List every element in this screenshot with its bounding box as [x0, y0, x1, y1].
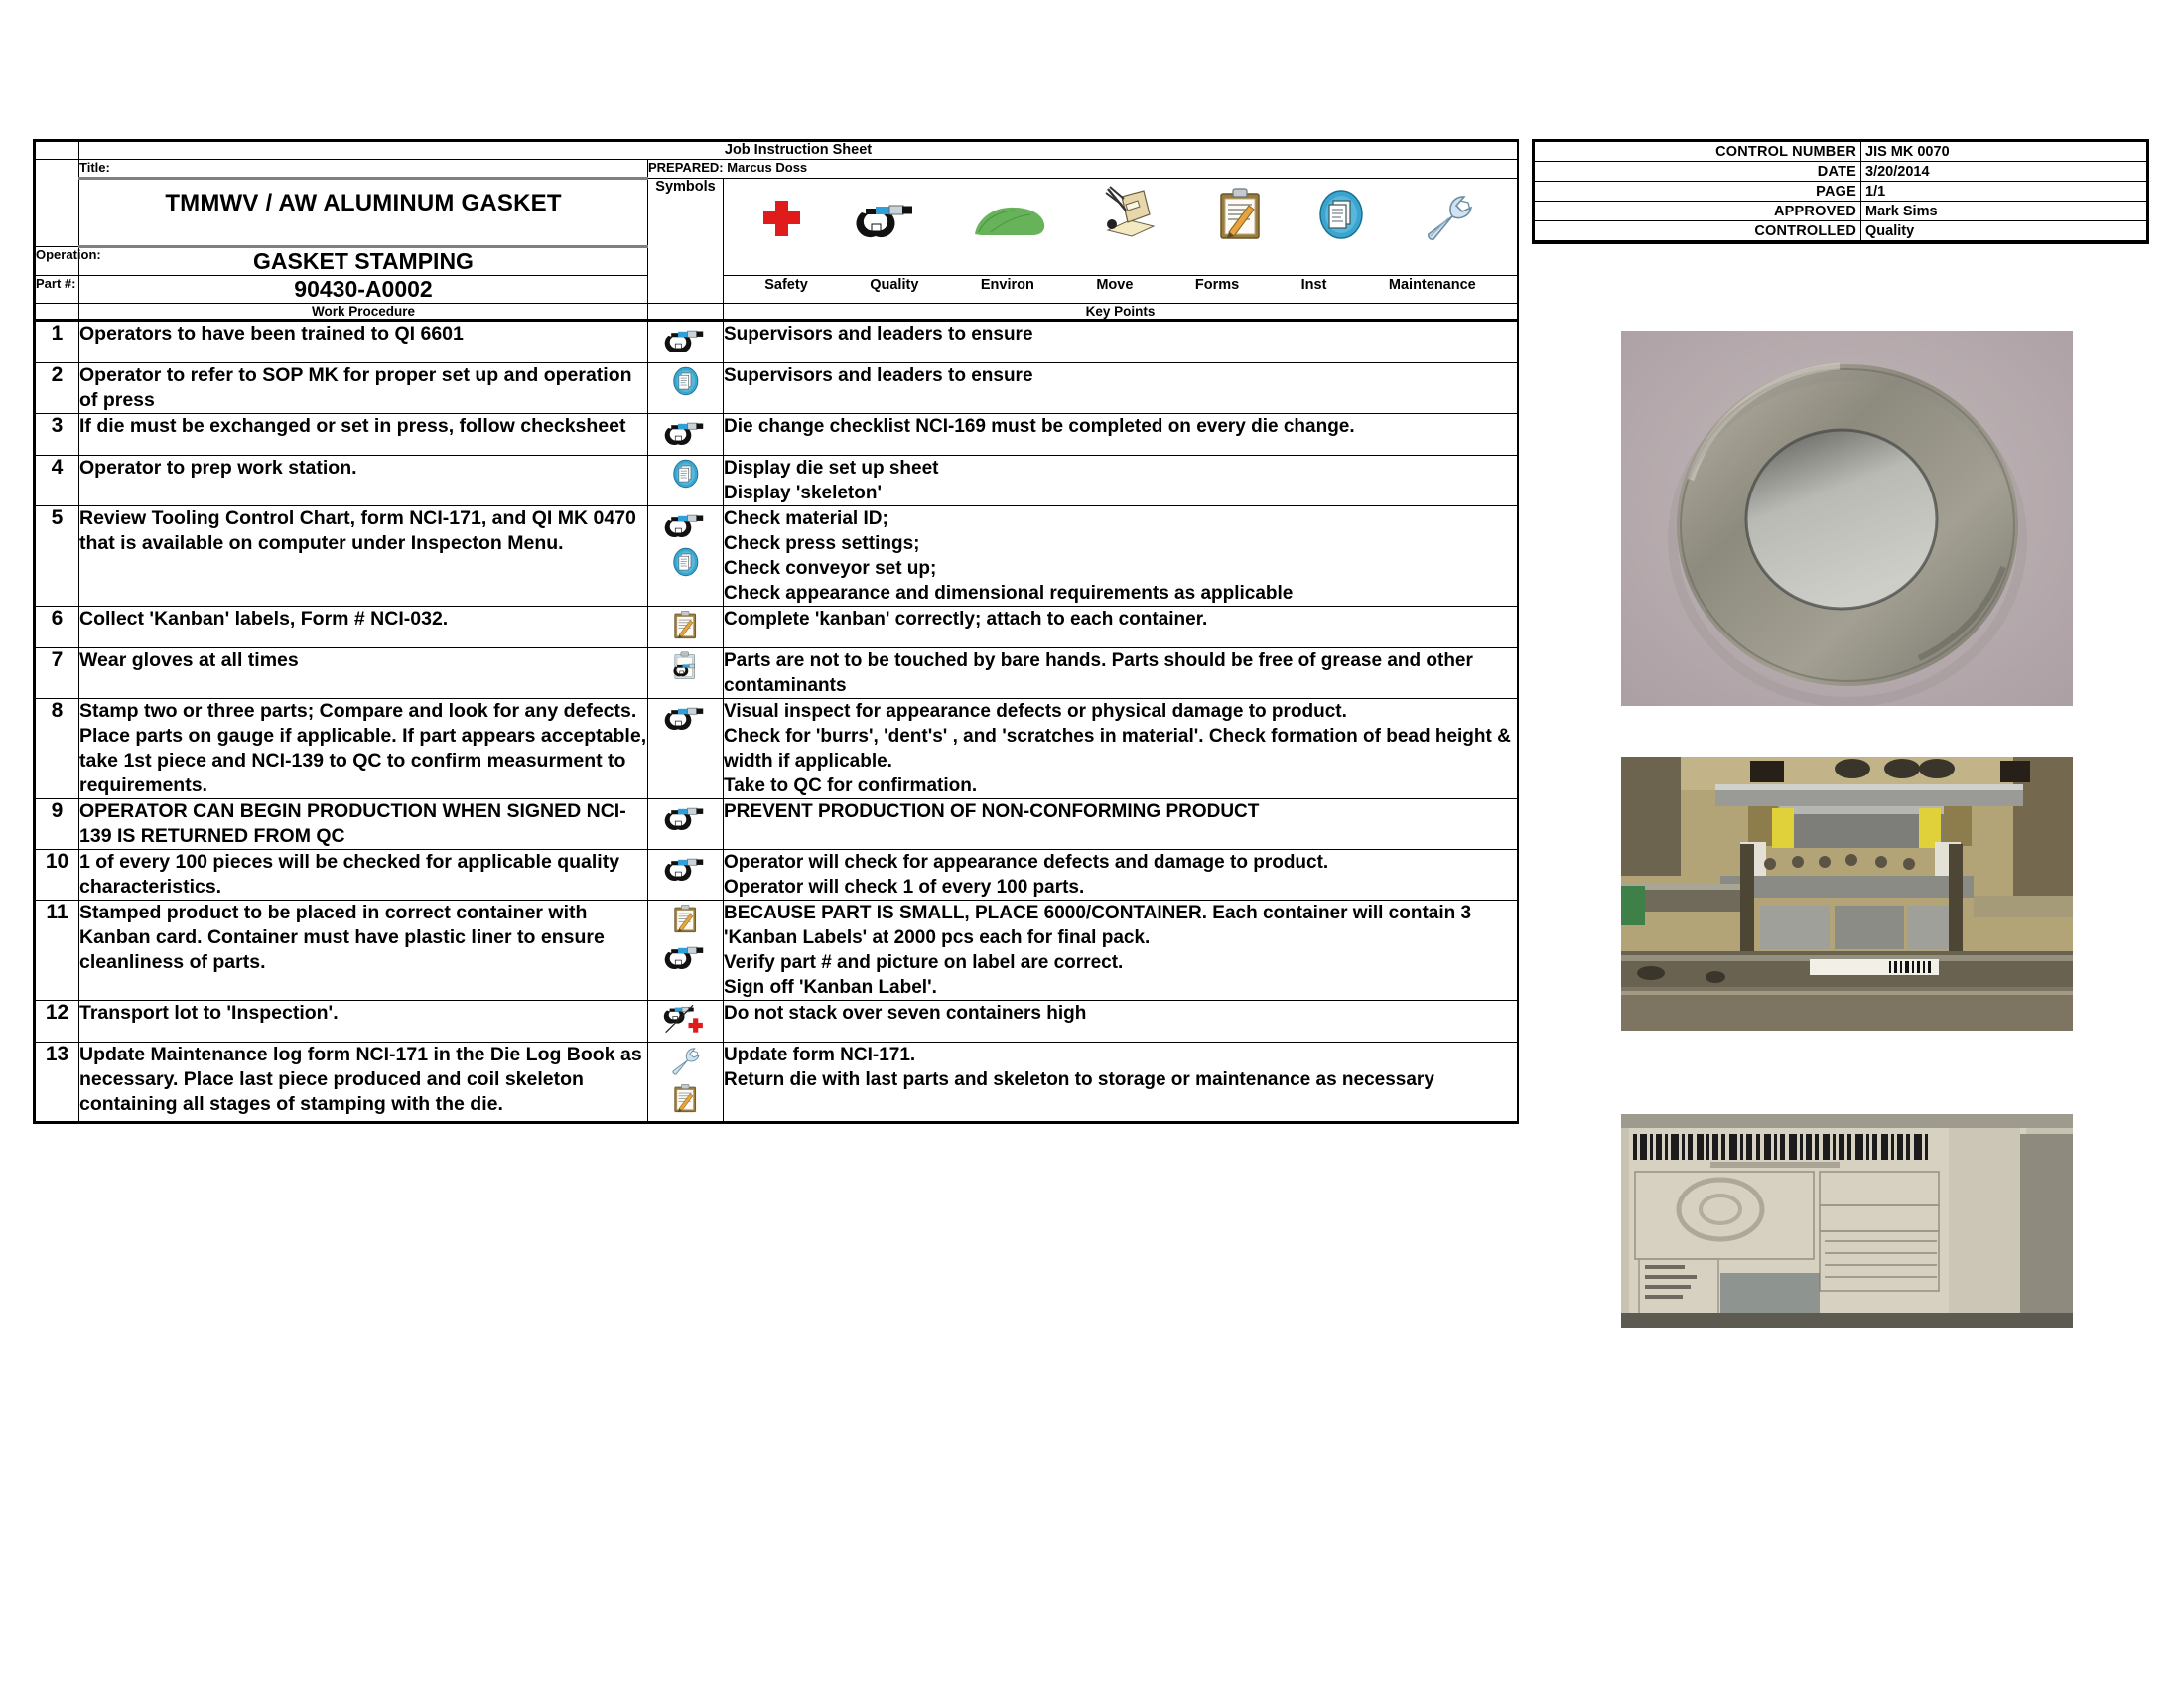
left-blank-cell [36, 160, 79, 247]
jis-table [35, 141, 1518, 1122]
step-symbols [648, 699, 724, 799]
control-info-value: JIS MK 0070 [1861, 142, 2147, 162]
key-point-line: Parts are not to be touched by bare hands. Parts should be free of grease and other contaminants [724, 650, 1473, 696]
clipboard-pencil-icon [648, 1083, 723, 1118]
micrometer-icon [648, 853, 723, 888]
control-info-value: 3/20/2014 [1861, 162, 2147, 182]
key-point-line: Check material ID; [724, 508, 888, 529]
step-number: 3 [36, 414, 79, 456]
micrometer-icon [648, 509, 723, 544]
step-number: 9 [36, 799, 79, 850]
blue-document-icon [648, 366, 723, 401]
micrometer-icon [648, 702, 723, 737]
symbol-cell-move [1102, 179, 1161, 240]
step-procedure: 1 of every 100 pieces will be checked for applicable quality characteristics. [79, 850, 648, 901]
step-symbols [648, 1043, 724, 1122]
key-point-line: Check appearance and dimensional requirements as applicable [724, 583, 1294, 604]
blue-document-icon [648, 547, 723, 582]
micrometer-icon [648, 802, 723, 837]
table-row [36, 456, 1518, 506]
spacer-cell [36, 142, 79, 160]
key-point-line: Die change checklist NCI-169 must be completed on every die change. [724, 416, 1355, 437]
photo-aluminum-gasket [1621, 331, 2073, 706]
symbols-label: Symbols [648, 179, 724, 304]
step-number: 4 [36, 456, 79, 506]
table-row [36, 607, 1518, 648]
table-row [36, 648, 1518, 699]
step-number: 1 [36, 321, 79, 363]
step-procedure: OPERATOR CAN BEGIN PRODUCTION WHEN SIGNED NCI-139 IS RETURNED FROM QC [79, 799, 648, 850]
key-point-line: Complete 'kanban' correctly; attach to each container. [724, 609, 1208, 630]
control-info-row [1535, 162, 2147, 182]
steps-body [36, 321, 1518, 1122]
micrometer-icon [648, 941, 723, 976]
key-point-line: Operator will check 1 of every 100 parts. [724, 877, 1085, 898]
control-info-body [1535, 142, 2147, 241]
symbol-name-forms: Forms [1194, 277, 1240, 293]
control-info-key: CONTROL NUMBER [1535, 142, 1861, 162]
key-point-line: Display 'skeleton' [724, 483, 882, 503]
step-procedure: Wear gloves at all times [79, 648, 648, 699]
symbol-name-environ: Environ [980, 277, 1034, 293]
part-value: 90430-A0002 [79, 276, 648, 304]
wrench-icon [648, 1046, 723, 1080]
symbol-names-row [724, 276, 1517, 295]
box-photo-graphic [1621, 1114, 2073, 1328]
micrometer-icon [648, 417, 723, 452]
step-symbols [648, 363, 724, 414]
step-key-points [724, 506, 1518, 607]
prepared-label: PREPARED: [648, 160, 724, 175]
step-procedure: Operator to prep work station. [79, 456, 648, 506]
sheet-title: Job Instruction Sheet [79, 142, 1518, 160]
step-number: 11 [36, 901, 79, 1001]
photo-kanban-container [1621, 1114, 2073, 1328]
boxes-cart-icon [1102, 185, 1161, 240]
key-point-line: Visual inspect for appearance defects or physical damage to product. [724, 701, 1347, 722]
step-symbols [648, 799, 724, 850]
step-key-points [724, 648, 1518, 699]
document-title: TMMWV / AW ALUMINUM GASKET [79, 179, 648, 247]
symbol-cell-forms [1216, 179, 1264, 240]
step-number: 5 [36, 506, 79, 607]
table-row [36, 506, 1518, 607]
table-row [36, 699, 1518, 799]
photo-stamping-press [1621, 757, 2073, 1031]
symbols-icon-row [724, 179, 1517, 240]
symbols-legend [724, 179, 1518, 276]
micrometer-icon [648, 325, 723, 359]
clipboard-pencil-icon [648, 610, 723, 644]
step-key-points [724, 607, 1518, 648]
symbol-name-maintenance: Maintenance [1388, 277, 1476, 293]
step-procedure: Collect 'Kanban' labels, Form # NCI-032. [79, 607, 648, 648]
control-info-key: CONTROLLED [1535, 221, 1861, 241]
key-points-header: Key Points [724, 304, 1518, 321]
step-number: 13 [36, 1043, 79, 1122]
control-info-key: PAGE [1535, 182, 1861, 202]
title-label: Title: [79, 160, 648, 179]
control-info-table [1534, 141, 2147, 241]
prepared-cell [648, 160, 1518, 179]
step-symbols [648, 648, 724, 699]
table-row [36, 321, 1518, 363]
table-row [36, 414, 1518, 456]
step-procedure: Stamp two or three parts; Compare and look for any defects. Place parts on gauge if applicable. If part appears acceptable, take 1st piece and NCI-139 to QC to confirm measurment to requirements. [79, 699, 648, 799]
control-info-key: DATE [1535, 162, 1861, 182]
step-symbols [648, 901, 724, 1001]
table-row [36, 850, 1518, 901]
step-procedure: Operators to have been trained to QI 6601 [79, 321, 648, 363]
table-row [36, 363, 1518, 414]
table-row [36, 799, 1518, 850]
red-cross-icon [760, 197, 802, 240]
step-number: 2 [36, 363, 79, 414]
key-point-line: Take to QC for confirmation. [724, 775, 978, 796]
control-info-row [1535, 182, 2147, 202]
control-info-row [1535, 202, 2147, 221]
key-point-line: Check press settings; [724, 533, 920, 554]
control-info-row [1535, 221, 2147, 241]
key-point-line: Do not stack over seven containers high [724, 1003, 1087, 1024]
micrometer-icon [856, 197, 917, 240]
num-col-header [36, 304, 79, 321]
operation-value: GASKET STAMPING [79, 247, 648, 276]
step-procedure: Operator to refer to SOP MK for proper set up and operation of press [79, 363, 648, 414]
step-symbols [648, 414, 724, 456]
table-row [36, 1001, 1518, 1043]
clipboard-pencil-icon [648, 904, 723, 938]
step-number: 6 [36, 607, 79, 648]
control-info-block [1532, 139, 2149, 244]
table-row [36, 901, 1518, 1001]
micrometer-cross-icon [648, 1004, 723, 1039]
symbol-name-quality: Quality [870, 277, 919, 293]
step-key-points [724, 1001, 1518, 1043]
key-point-line: Verify part # and picture on label are correct. [724, 952, 1124, 973]
wrench-icon [1419, 193, 1480, 240]
main-sheet [33, 139, 1519, 1124]
step-symbols [648, 456, 724, 506]
key-point-line: Check for 'burrs', 'dent's' , and 'scratches in material'. Check formation of bead height & width if applicable. [724, 726, 1511, 772]
symbol-col-header [648, 304, 724, 321]
symbol-cell-environ [971, 179, 1048, 240]
step-number: 7 [36, 648, 79, 699]
step-symbols [648, 607, 724, 648]
column-header-row [36, 304, 1518, 321]
green-leaf-car-icon [971, 199, 1048, 240]
symbol-cell-maintenance [1419, 179, 1480, 240]
step-key-points [724, 799, 1518, 850]
step-procedure: Review Tooling Control Chart, form NCI-171, and QI MK 0470 that is available on computer under Inspecton Menu. [79, 506, 648, 607]
key-point-line: BECAUSE PART IS SMALL, PLACE 6000/CONTAINER. Each container will contain 3 'Kanban Labels' at 2000 pcs each for final pack. [724, 903, 1472, 948]
gasket-photo-graphic [1621, 331, 2073, 706]
key-point-line: Operator will check for appearance defects and damage to product. [724, 852, 1329, 873]
step-number: 10 [36, 850, 79, 901]
step-procedure: Transport lot to 'Inspection'. [79, 1001, 648, 1043]
symbol-name-safety: Safety [764, 277, 808, 293]
press-photo-graphic [1621, 757, 2073, 1031]
key-point-line: Supervisors and leaders to ensure [724, 324, 1033, 345]
symbol-cell-inst [1317, 179, 1365, 240]
key-point-line: Supervisors and leaders to ensure [724, 365, 1033, 386]
clipboard-pencil-icon [1216, 187, 1264, 240]
step-key-points [724, 1043, 1518, 1122]
symbol-cell-safety [760, 179, 802, 240]
step-procedure: If die must be exchanged or set in press, follow checksheet [79, 414, 648, 456]
clipboard-micrometer-icon [648, 651, 723, 686]
key-point-line: Display die set up sheet [724, 458, 939, 479]
step-symbols [648, 850, 724, 901]
work-procedure-header: Work Procedure [79, 304, 648, 321]
control-info-row [1535, 142, 2147, 162]
step-key-points [724, 414, 1518, 456]
key-point-line: Update form NCI-171. [724, 1045, 916, 1065]
step-key-points [724, 850, 1518, 901]
step-symbols [648, 321, 724, 363]
step-key-points [724, 456, 1518, 506]
control-info-value: 1/1 [1861, 182, 2147, 202]
control-info-value: Quality [1861, 221, 2147, 241]
step-key-points [724, 699, 1518, 799]
sheet-title-row [36, 142, 1518, 160]
control-info-value: Mark Sims [1861, 202, 2147, 221]
key-point-line: Sign off 'Kanban Label'. [724, 977, 937, 998]
step-procedure: Update Maintenance log form NCI-171 in the Die Log Book as necessary. Place last piece produced and coil skeleton containing all stages of stamping with the die. [79, 1043, 648, 1122]
symbol-name-move: Move [1096, 277, 1134, 293]
step-number: 12 [36, 1001, 79, 1043]
blue-document-icon [1317, 189, 1365, 240]
step-key-points [724, 901, 1518, 1001]
part-label: Part #: [36, 276, 79, 304]
prepared-value: Marcus Doss [727, 160, 808, 175]
key-point-line: PREVENT PRODUCTION OF NON-CONFORMING PRODUCT [724, 801, 1260, 822]
step-procedure: Stamped product to be placed in correct container with Kanban card. Container must have plastic liner to ensure cleanliness of parts. [79, 901, 648, 1001]
blue-document-icon [648, 459, 723, 493]
key-point-line: Return die with last parts and skeleton to storage or maintenance as necessary [724, 1069, 1434, 1090]
operation-label: Operation: [36, 247, 79, 276]
title-prepared-row [36, 160, 1518, 179]
step-key-points [724, 363, 1518, 414]
symbol-name-inst: Inst [1300, 277, 1327, 293]
maintitle-symbols-row [36, 179, 1518, 247]
step-key-points [724, 321, 1518, 363]
key-point-line: Check conveyor set up; [724, 558, 937, 579]
step-symbols [648, 506, 724, 607]
part-row [36, 276, 1518, 304]
step-number: 8 [36, 699, 79, 799]
step-symbols [648, 1001, 724, 1043]
control-info-key: APPROVED [1535, 202, 1861, 221]
symbol-cell-quality [856, 179, 917, 240]
table-row [36, 1043, 1518, 1122]
symbol-names-cell [724, 276, 1518, 304]
